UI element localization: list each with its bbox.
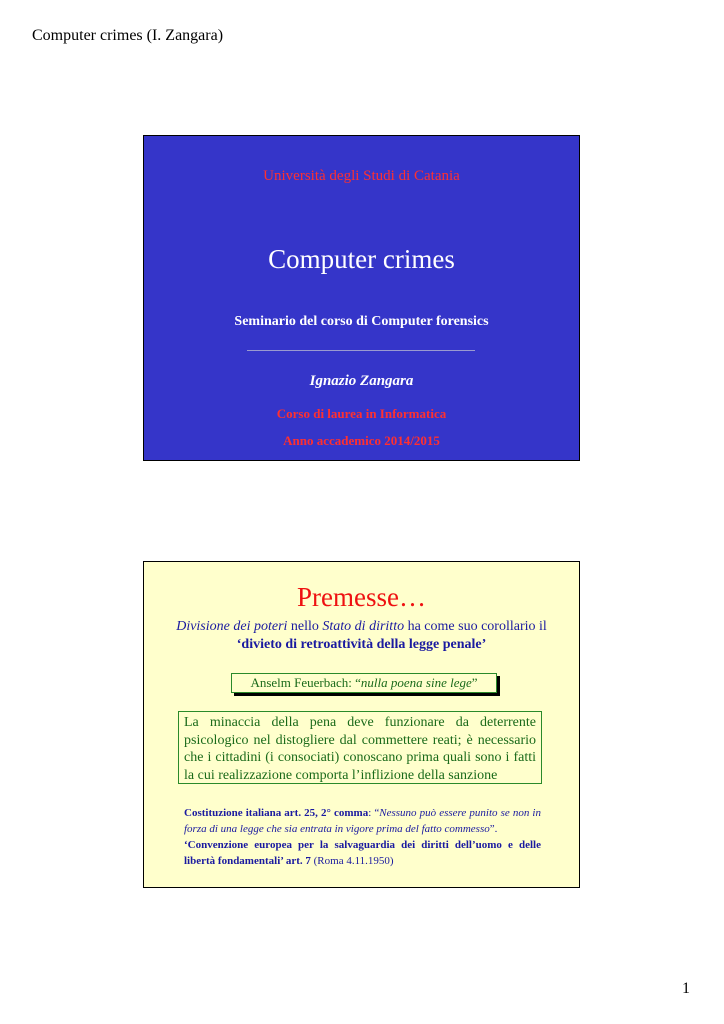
academic-year: Anno accademico 2014/2015 xyxy=(283,433,440,448)
ref2-title: ‘Convenzione europea per la salvaguardia dei diritti dell’uomo e delle libertà fondamentali’ art. 7 xyxy=(184,839,541,867)
divider-line xyxy=(247,350,475,351)
course-name: Corso di laurea in Informatica xyxy=(276,406,447,421)
legal-references xyxy=(184,805,541,869)
ref1-colon: : “ xyxy=(368,807,380,819)
intro-part3: Stato di diritto xyxy=(322,619,405,634)
slide-title xyxy=(143,135,580,461)
page-number: 1 xyxy=(682,980,690,997)
ref1-end: ”. xyxy=(489,823,498,835)
page-header: Computer crimes (I. Zangara) xyxy=(32,27,224,44)
slide-title-heading: Computer crimes xyxy=(268,244,455,274)
intro-part4: ha come suo corollario il xyxy=(404,619,547,634)
slide-heading: Premesse… xyxy=(297,582,426,612)
deterrence-text-box: La minaccia della pena deve funzionare da deterrente psicologico nel distogliere dal commettere reati; è necessario che i cittadini (i consociati) conoscano prima quali sono i fatti la cui realizzazione comporta l’inflizione della sanzione xyxy=(178,711,542,784)
quote-suffix: ” xyxy=(471,675,478,690)
slide-premesse xyxy=(143,561,580,888)
intro-part5: ‘divieto di retroattività della legge penale’ xyxy=(236,637,487,652)
intro-part2: nello xyxy=(287,619,323,634)
quote-prefix: Anselm Feuerbach: “ xyxy=(250,675,361,690)
author-name: Ignazio Zangara xyxy=(309,373,414,389)
ref1-quote: Nessuno può essere punito se non in forza di una legge che sia entrata in vigore prima del fatto commesso xyxy=(184,807,541,835)
intro-part1: Divisione dei poteri xyxy=(176,619,288,634)
ref1-title: Costituzione italiana art. 25, 2° comma xyxy=(184,807,369,819)
intro-paragraph xyxy=(156,618,567,654)
ref2-end: (Roma 4.11.1950) xyxy=(310,855,394,867)
seminar-subtitle: Seminario del corso di Computer forensics xyxy=(234,314,489,329)
quote-italic: nulla poena sine lege xyxy=(360,675,472,690)
feuerbach-quote-box xyxy=(231,673,497,693)
university-name: Università degli Studi di Catania xyxy=(263,168,460,184)
